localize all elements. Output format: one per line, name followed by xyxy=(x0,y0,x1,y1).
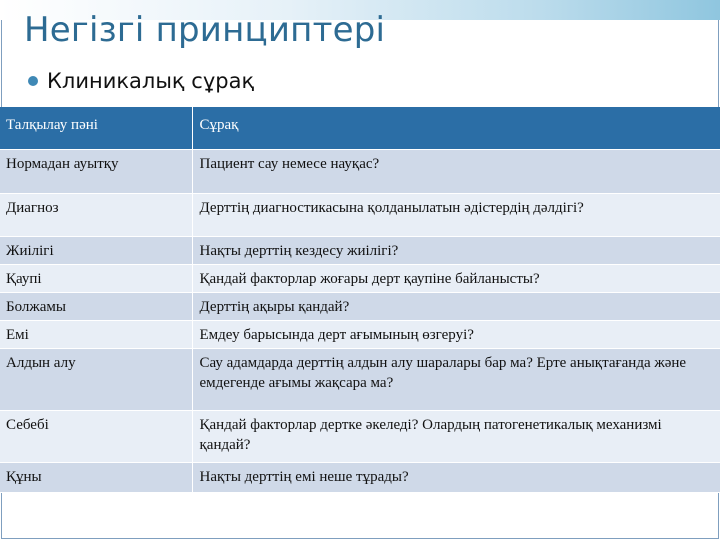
header-topic: Талқылау пәні xyxy=(0,107,192,149)
slide-title: Негізгі принциптері xyxy=(24,10,386,50)
row-topic: Алдын алу xyxy=(0,348,192,410)
table-row xyxy=(0,348,720,410)
row-topic: Қаупі xyxy=(0,264,192,292)
bullet-item xyxy=(28,66,254,96)
table-row xyxy=(0,410,720,462)
table-row xyxy=(0,193,720,236)
row-question: Емдеу барысында дерт ағымының өзгеруі? xyxy=(192,320,720,348)
row-question: Қандай факторлар жоғары дерт қаупіне байланысты? xyxy=(192,264,720,292)
row-topic: Диагноз xyxy=(0,193,192,236)
row-topic: Емі xyxy=(0,320,192,348)
table-row xyxy=(0,462,720,492)
row-topic: Нормадан ауытқу xyxy=(0,149,192,193)
table-row xyxy=(0,149,720,193)
bullet-text: Клиникалық сұрақ xyxy=(47,69,255,93)
table-row xyxy=(0,292,720,320)
bullet-dot-icon xyxy=(28,76,38,86)
row-question: Дерттің диагностикасына қолданылатын әдістердің дәлдігі? xyxy=(192,193,720,236)
row-topic: Болжамы xyxy=(0,292,192,320)
table-row xyxy=(0,236,720,264)
row-question: Нақты дерттің емі неше тұрады? xyxy=(192,462,720,492)
row-question: Пациент сау немесе науқас? xyxy=(192,149,720,193)
row-question: Нақты дерттің кездесу жиілігі? xyxy=(192,236,720,264)
row-question: Қандай факторлар дертке әкеледі? Олардың патогенетикалық механизмі қандай? xyxy=(192,410,720,462)
row-topic: Себебі xyxy=(0,410,192,462)
principles-table xyxy=(0,107,720,493)
row-question: Сау адамдарда дерттің алдын алу шаралары бар ма? Ерте анықтағанда және емдегенде ағымы жақсара ма? xyxy=(192,348,720,410)
row-topic: Құны xyxy=(0,462,192,492)
row-topic: Жиілігі xyxy=(0,236,192,264)
table-row xyxy=(0,320,720,348)
table-header-row xyxy=(0,107,720,149)
row-question: Дерттің ақыры қандай? xyxy=(192,292,720,320)
table-row xyxy=(0,264,720,292)
header-question: Сұрақ xyxy=(192,107,720,149)
